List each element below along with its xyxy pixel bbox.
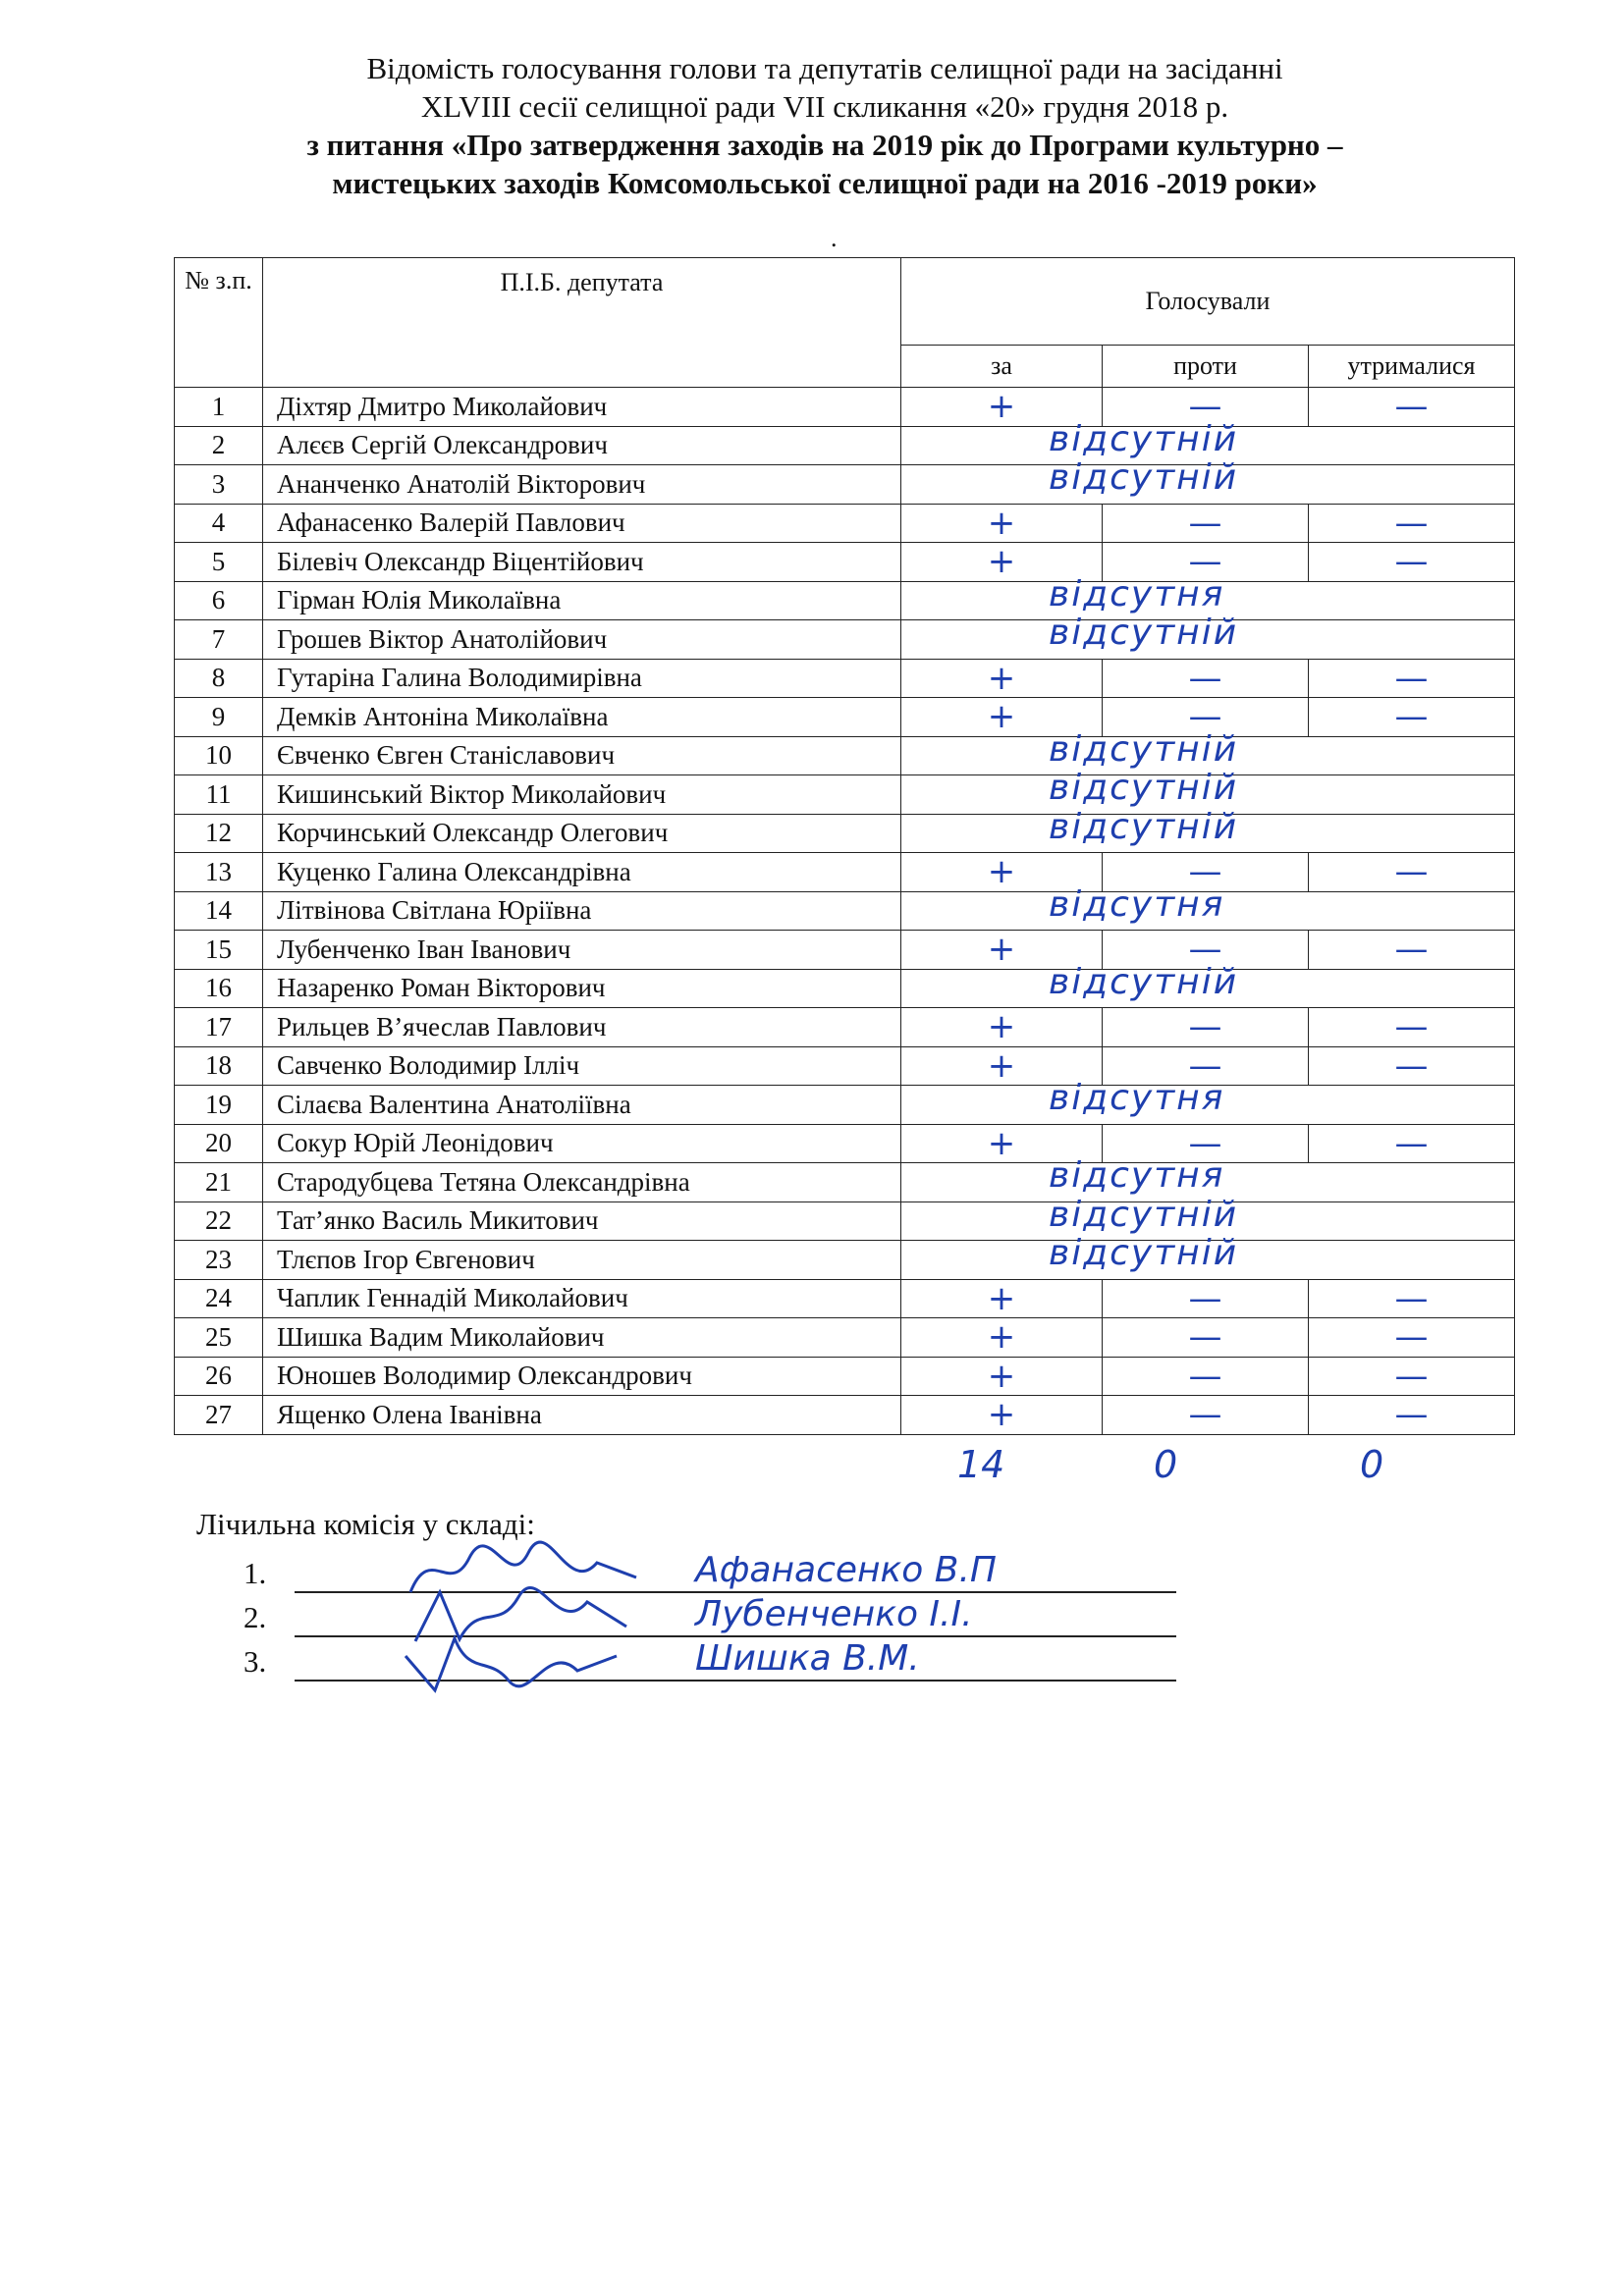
deputy-name: Афанасенко Валерій Павлович bbox=[263, 504, 901, 543]
row-number: 3 bbox=[175, 465, 263, 505]
deputy-name: Білевіч Олександр Віцентійович bbox=[263, 543, 901, 582]
signature-number: 2. bbox=[244, 1600, 267, 1634]
absent-note: відсутній bbox=[1049, 418, 1239, 459]
vote-for-mark: + bbox=[901, 853, 1103, 892]
signature-number: 1. bbox=[244, 1556, 267, 1590]
vote-abstained-mark: — bbox=[1309, 1046, 1515, 1086]
vote-for-mark: + bbox=[901, 698, 1103, 737]
deputy-name: Куценко Галина Олександрівна bbox=[263, 853, 901, 892]
total-abstained: 0 bbox=[1360, 1443, 1384, 1486]
deputy-name: Гутаріна Галина Володимирівна bbox=[263, 659, 901, 698]
row-number: 10 bbox=[175, 736, 263, 775]
row-number: 4 bbox=[175, 504, 263, 543]
title-line-3: з питання «Про затвердження заходів на 2019 рік до Програми культурно – bbox=[306, 128, 1343, 162]
table-row bbox=[175, 465, 1515, 505]
deputy-name: Демків Антоніна Миколаївна bbox=[263, 698, 901, 737]
vote-abstained-mark: — bbox=[1309, 1124, 1515, 1163]
absent-cell bbox=[901, 883, 1515, 931]
row-number: 17 bbox=[175, 1008, 263, 1047]
deputy-name: Юношев Володимир Олександрович bbox=[263, 1357, 901, 1396]
vote-against-mark: — bbox=[1103, 1046, 1309, 1086]
deputy-name: Грошев Віктор Анатолійович bbox=[263, 620, 901, 660]
document-title bbox=[137, 49, 1512, 202]
vote-against-mark: — bbox=[1103, 931, 1309, 970]
vote-against-mark: — bbox=[1103, 698, 1309, 737]
vote-against-mark: — bbox=[1103, 1357, 1309, 1396]
row-number: 27 bbox=[175, 1396, 263, 1435]
vote-against-mark: — bbox=[1103, 1124, 1309, 1163]
table-row bbox=[175, 698, 1515, 737]
table-row bbox=[175, 620, 1515, 660]
total-for: 14 bbox=[957, 1443, 1005, 1486]
deputy-name: Ященко Олена Іванівна bbox=[263, 1396, 901, 1435]
table-row bbox=[175, 1086, 1515, 1125]
header-voted: Голосували bbox=[901, 258, 1515, 346]
header-number: № з.п. bbox=[175, 258, 263, 388]
vote-for-mark: + bbox=[901, 1318, 1103, 1358]
absent-cell bbox=[901, 1233, 1515, 1280]
table-row bbox=[175, 1279, 1515, 1318]
absent-note: відсутній bbox=[1049, 613, 1239, 653]
table-body bbox=[175, 388, 1515, 1435]
deputy-name: Ананченко Анатолій Вікторович bbox=[263, 465, 901, 505]
table-row bbox=[175, 969, 1515, 1008]
row-number: 14 bbox=[175, 891, 263, 931]
table-row bbox=[175, 1318, 1515, 1358]
vote-for-mark: + bbox=[901, 1279, 1103, 1318]
vote-for-mark: + bbox=[901, 1124, 1103, 1163]
vote-for-mark: + bbox=[901, 504, 1103, 543]
table-row bbox=[175, 426, 1515, 465]
signature-number: 3. bbox=[244, 1644, 267, 1679]
table-row bbox=[175, 504, 1515, 543]
row-number: 6 bbox=[175, 581, 263, 620]
row-number: 13 bbox=[175, 853, 263, 892]
deputy-name: Гірман Юлія Миколаївна bbox=[263, 581, 901, 620]
vote-for-mark: + bbox=[901, 659, 1103, 698]
table-row bbox=[175, 1008, 1515, 1047]
absent-note: відсутній bbox=[1049, 1194, 1239, 1235]
deputy-name: Назаренко Роман Вікторович bbox=[263, 969, 901, 1008]
deputy-name: Діхтяр Дмитро Миколайович bbox=[263, 388, 901, 427]
deputy-name: Стародубцева Тетяна Олександрівна bbox=[263, 1163, 901, 1202]
deputy-name: Сокур Юрій Леонідович bbox=[263, 1124, 901, 1163]
deputy-name: Корчинський Олександр Олегович bbox=[263, 814, 901, 853]
row-number: 12 bbox=[175, 814, 263, 853]
vote-for-mark: + bbox=[901, 1008, 1103, 1047]
absent-note: відсутній bbox=[1049, 806, 1239, 847]
deputy-name: Літвінова Світлана Юріївна bbox=[263, 891, 901, 931]
row-number: 2 bbox=[175, 426, 263, 465]
table-row bbox=[175, 543, 1515, 582]
vote-against-mark: — bbox=[1103, 1318, 1309, 1358]
signature-row-3 bbox=[244, 1638, 1176, 1683]
table-row bbox=[175, 1124, 1515, 1163]
absent-note: відсутня bbox=[1049, 883, 1225, 925]
absent-note: відсутній bbox=[1049, 457, 1239, 498]
row-number: 19 bbox=[175, 1086, 263, 1125]
deputy-name: Тат’янко Василь Микитович bbox=[263, 1201, 901, 1241]
vote-abstained-mark: — bbox=[1309, 1396, 1515, 1435]
table-row bbox=[175, 891, 1515, 931]
deputy-name: Лубенченко Іван Іванович bbox=[263, 931, 901, 970]
row-number: 9 bbox=[175, 698, 263, 737]
row-number: 15 bbox=[175, 931, 263, 970]
signature-row-1 bbox=[244, 1550, 1176, 1595]
vote-against-mark: — bbox=[1103, 853, 1309, 892]
row-number: 7 bbox=[175, 620, 263, 660]
absent-note: відсутня bbox=[1049, 1078, 1225, 1118]
deputy-name: Алєєв Сергій Олександрович bbox=[263, 426, 901, 465]
row-number: 22 bbox=[175, 1201, 263, 1241]
table-row bbox=[175, 388, 1515, 427]
row-number: 20 bbox=[175, 1124, 263, 1163]
row-number: 8 bbox=[175, 659, 263, 698]
table-row bbox=[175, 1357, 1515, 1396]
row-number: 11 bbox=[175, 775, 263, 815]
total-against: 0 bbox=[1154, 1443, 1178, 1486]
header-for: за bbox=[901, 346, 1103, 388]
deputy-name: Тлєпов Ігор Євгенович bbox=[263, 1241, 901, 1280]
deputy-name: Євченко Євген Станіславович bbox=[263, 736, 901, 775]
voting-table bbox=[174, 257, 1515, 1435]
absent-note: відсутній bbox=[1049, 961, 1239, 1002]
table-row bbox=[175, 1163, 1515, 1202]
vote-for-mark: + bbox=[901, 1357, 1103, 1396]
table-row bbox=[175, 581, 1515, 620]
vote-against-mark: — bbox=[1103, 1008, 1309, 1047]
table-row bbox=[175, 814, 1515, 853]
vote-abstained-mark: — bbox=[1309, 1318, 1515, 1358]
stray-dot: . bbox=[831, 224, 838, 252]
title-line-2: XLVIII сесії селищної ради VII скликання «20» грудня 2018 р. bbox=[420, 89, 1229, 124]
deputy-name: Чаплик Геннадій Миколайович bbox=[263, 1279, 901, 1318]
header-deputy-name: П.І.Б. депутата bbox=[263, 258, 901, 388]
header-abstained: утрималися bbox=[1309, 346, 1515, 388]
absent-cell bbox=[901, 457, 1515, 505]
title-line-4: мистецьких заходів Комсомольської селищної ради на 2016 -2019 роки» bbox=[332, 166, 1318, 200]
vote-abstained-mark: — bbox=[1309, 1279, 1515, 1318]
header-against: проти bbox=[1103, 346, 1309, 388]
vote-against-mark: — bbox=[1103, 388, 1309, 427]
deputy-name: Сілаєва Валентина Анатоліївна bbox=[263, 1086, 901, 1125]
deputy-name: Рильцев В’ячеслав Павлович bbox=[263, 1008, 901, 1047]
absent-cell bbox=[901, 961, 1515, 1008]
vote-against-mark: — bbox=[1103, 1396, 1309, 1435]
vote-against-mark: — bbox=[1103, 504, 1309, 543]
vote-abstained-mark: — bbox=[1309, 388, 1515, 427]
row-number: 5 bbox=[175, 543, 263, 582]
signature-row-2 bbox=[244, 1594, 1176, 1639]
table-row bbox=[175, 659, 1515, 698]
signature-scribble-icon bbox=[401, 1627, 656, 1695]
row-number: 26 bbox=[175, 1357, 263, 1396]
vote-for-mark: + bbox=[901, 931, 1103, 970]
table-row bbox=[175, 1241, 1515, 1280]
deputy-name: Кишинський Віктор Миколайович bbox=[263, 775, 901, 815]
vote-abstained-mark: — bbox=[1309, 698, 1515, 737]
absent-cell bbox=[901, 806, 1515, 853]
vote-against-mark: — bbox=[1103, 543, 1309, 582]
absent-note: відсутній bbox=[1049, 768, 1239, 808]
absent-cell bbox=[901, 613, 1515, 660]
vote-abstained-mark: — bbox=[1309, 853, 1515, 892]
table-row bbox=[175, 931, 1515, 970]
row-number: 25 bbox=[175, 1318, 263, 1358]
row-number: 16 bbox=[175, 969, 263, 1008]
signature-name: Шишка В.М. bbox=[695, 1638, 920, 1679]
table-row bbox=[175, 853, 1515, 892]
table-row bbox=[175, 1396, 1515, 1435]
deputy-name: Савченко Володимир Ілліч bbox=[263, 1046, 901, 1086]
vote-for-mark: + bbox=[901, 1396, 1103, 1435]
vote-for-mark: + bbox=[901, 388, 1103, 427]
vote-for-mark: + bbox=[901, 543, 1103, 582]
vote-abstained-mark: — bbox=[1309, 931, 1515, 970]
vote-abstained-mark: — bbox=[1309, 543, 1515, 582]
table-row bbox=[175, 1201, 1515, 1241]
signature-name: Афанасенко В.П bbox=[695, 1550, 997, 1590]
row-number: 21 bbox=[175, 1163, 263, 1202]
absent-note: відсутній bbox=[1049, 728, 1239, 770]
commission-label: Лічильна комісія у складі: bbox=[196, 1507, 535, 1541]
row-number: 24 bbox=[175, 1279, 263, 1318]
vote-abstained-mark: — bbox=[1309, 659, 1515, 698]
vote-for-mark: + bbox=[901, 1046, 1103, 1086]
absent-note: відсутня bbox=[1049, 573, 1225, 614]
vote-abstained-mark: — bbox=[1309, 504, 1515, 543]
deputy-name: Шишка Вадим Миколайович bbox=[263, 1318, 901, 1358]
absent-note: відсутній bbox=[1049, 1233, 1239, 1273]
table-row bbox=[175, 775, 1515, 815]
row-number: 18 bbox=[175, 1046, 263, 1086]
row-number: 1 bbox=[175, 388, 263, 427]
table-row bbox=[175, 1046, 1515, 1086]
vote-against-mark: — bbox=[1103, 1279, 1309, 1318]
absent-cell bbox=[901, 1078, 1515, 1125]
table-row bbox=[175, 736, 1515, 775]
row-number: 23 bbox=[175, 1241, 263, 1280]
title-line-1: Відомість голосування голови та депутатів селищної ради на засіданні bbox=[366, 51, 1283, 85]
absent-note: відсутня bbox=[1049, 1155, 1225, 1196]
vote-against-mark: — bbox=[1103, 659, 1309, 698]
signature-name: Лубенченко І.І. bbox=[695, 1594, 973, 1634]
vote-abstained-mark: — bbox=[1309, 1008, 1515, 1047]
vote-abstained-mark: — bbox=[1309, 1357, 1515, 1396]
